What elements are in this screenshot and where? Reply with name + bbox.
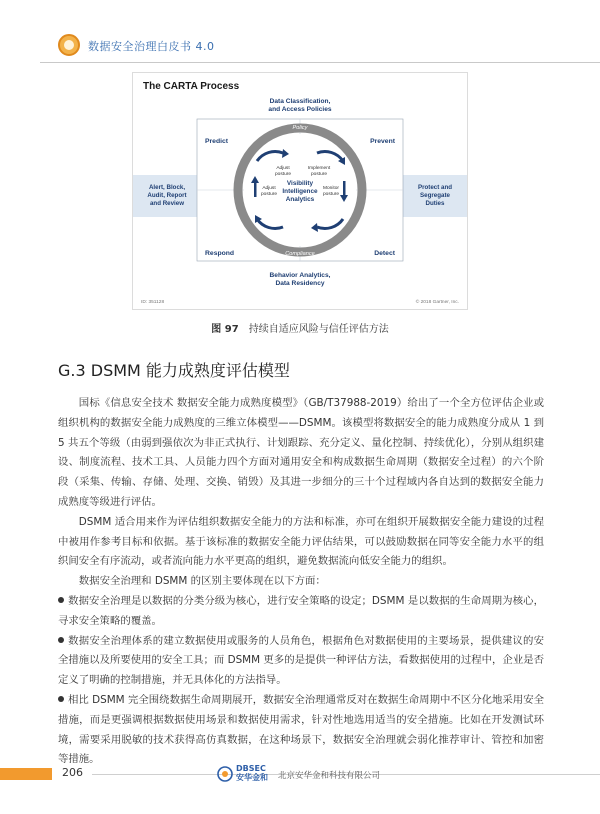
right-side-line-1: Protect and — [417, 184, 453, 191]
bottom-label-1: Behavior Analytics, — [269, 272, 331, 279]
page-header — [0, 0, 600, 62]
predict-label: Predict — [205, 138, 229, 145]
page-number: 206 — [62, 766, 83, 779]
right-side-line-2: Segregate — [420, 192, 450, 199]
bullet-dot-icon — [58, 637, 64, 643]
respond-label: Respond — [205, 250, 235, 257]
bullet-item-1 — [58, 592, 544, 632]
brand-name: DBSEC — [236, 764, 266, 773]
brand-name-cn: 安华金和 — [236, 773, 268, 782]
bullet-dot-icon — [58, 696, 64, 702]
dbsec-logo-icon — [216, 766, 234, 782]
union-logo-icon — [58, 34, 80, 56]
footer-accent-bar — [0, 768, 52, 780]
adjust-posture-top-1: Adjust — [276, 166, 290, 171]
prevent-label: Prevent — [370, 138, 395, 145]
figure-id: ID: 351128 — [141, 300, 165, 305]
caption-text: 持续自适应风险与信任评估方法 — [248, 324, 389, 335]
implement-posture-1: Implement — [307, 166, 331, 171]
bullet-text-3: 相比 DSMM 完全围绕数据生命周期展开，数据安全治理通常反对在数据生命周期中不区分化地采用安全措施，而是更强调根据数据使用场景和数据使用需求，针对性地选用适当的安全措施。比如在开发测试环境，需要采用脱敏的技术获得高仿真数据，在这种场景下，数据安全治理就会弱化推荐审计、管控和加密等措施。 — [58, 693, 544, 766]
bullet-item-2 — [58, 632, 544, 691]
adjust-posture-left-1: Adjust — [262, 186, 276, 191]
caption-number: 图 97 — [211, 324, 239, 335]
left-side-line-2: Audit, Report — [147, 192, 187, 199]
header-divider — [40, 62, 600, 63]
ring-bottom-label: Compliance — [285, 251, 315, 257]
footer-company: 北京安华金和科技有限公司 — [278, 771, 381, 781]
body-text — [58, 394, 544, 770]
implement-posture-2: posture — [311, 172, 327, 177]
paragraph-3: 数据安全治理和 DSMM 的区别主要体现在以下方面： — [78, 575, 326, 588]
top-label-1: Data Classification, — [269, 98, 331, 105]
bullet-item-3 — [58, 691, 544, 770]
center-line-1: Visibility — [286, 180, 314, 187]
carta-figure — [132, 72, 468, 310]
adjust-posture-left-2: posture — [261, 192, 277, 197]
center-line-3: Analytics — [285, 196, 315, 203]
left-side-line-1: Alert, Block, — [148, 184, 186, 191]
figure-copyright: © 2018 Gartner, Inc. — [415, 300, 459, 305]
bullet-dot-icon — [58, 597, 64, 603]
adjust-posture-top-2: posture — [275, 172, 291, 177]
diagram-title: The CARTA Process — [143, 81, 240, 92]
monitor-posture-2: posture — [323, 192, 339, 197]
paragraph-1: 国标《信息安全技术 数据安全能力成熟度模型》（GB/T37988-2019）给出了一个全方位评估企业或组织机构的数据安全能力成熟度的三维立体模型——DSMM。该模型将数据安全的能力成熟度分成从 1 到 5 共五个等级（由弱到强依次为非正式执行、计划跟踪、充分定义、量化控制、持续优化），分别从组织建设、制度流程、技术工具、人员能力四个方面对通用安全和构成数据生命周期（数据安全过程）的六个阶段（采集、传输、存储、处理、交换、销毁）及其进一步细分的三十个过程域内各自达到的数据安全能力成熟度等级进行评估。 — [58, 397, 544, 508]
header-title: 数据安全治理白皮书 4.0 — [88, 40, 215, 53]
bullet-text-2: 数据安全治理体系的建立数据使用或服务的人员角色，根据角色对数据使用的主要场景，提供建议的安全措施以及所要使用的安全工具；而 DSMM 更多的是提供一种评估方法，看数据使用的过程中，企业是否定义了明确的控制措施，并无具体化的方法指导。 — [58, 634, 544, 687]
top-label-2: and Access Policies — [268, 106, 332, 113]
section-heading: G.3 DSMM 能力成熟度评估模型 — [58, 361, 290, 380]
carta-diagram — [133, 73, 467, 309]
bottom-label-2: Data Residency — [275, 280, 325, 287]
ring-top-label: Policy — [292, 125, 308, 131]
bullet-text-1: 数据安全治理是以数据的分类分级为核心，进行安全策略的设定；DSMM 是以数据的生命周期为核心，寻求安全策略的覆盖。 — [58, 594, 544, 627]
right-side-line-3: Duties — [425, 200, 445, 207]
center-line-2: Intelligence — [282, 188, 318, 195]
footer-brand — [236, 764, 268, 782]
detect-label: Detect — [374, 250, 395, 257]
figure-caption — [0, 320, 600, 335]
left-side-line-3: and Review — [149, 200, 185, 207]
monitor-posture-1: Monitor — [323, 186, 339, 191]
paragraph-2: DSMM 适合用来作为评估组织数据安全能力的方法和标准，亦可在组织开展数据安全能力建设的过程中被用作参考目标和依据。基于该标准的数据安全能力评估结果，可以鼓励数据在同等安全能力水平的组织间安全有序流动，或者流向能力水平更高的组织，避免数据流向低安全能力的组织。 — [58, 515, 544, 568]
